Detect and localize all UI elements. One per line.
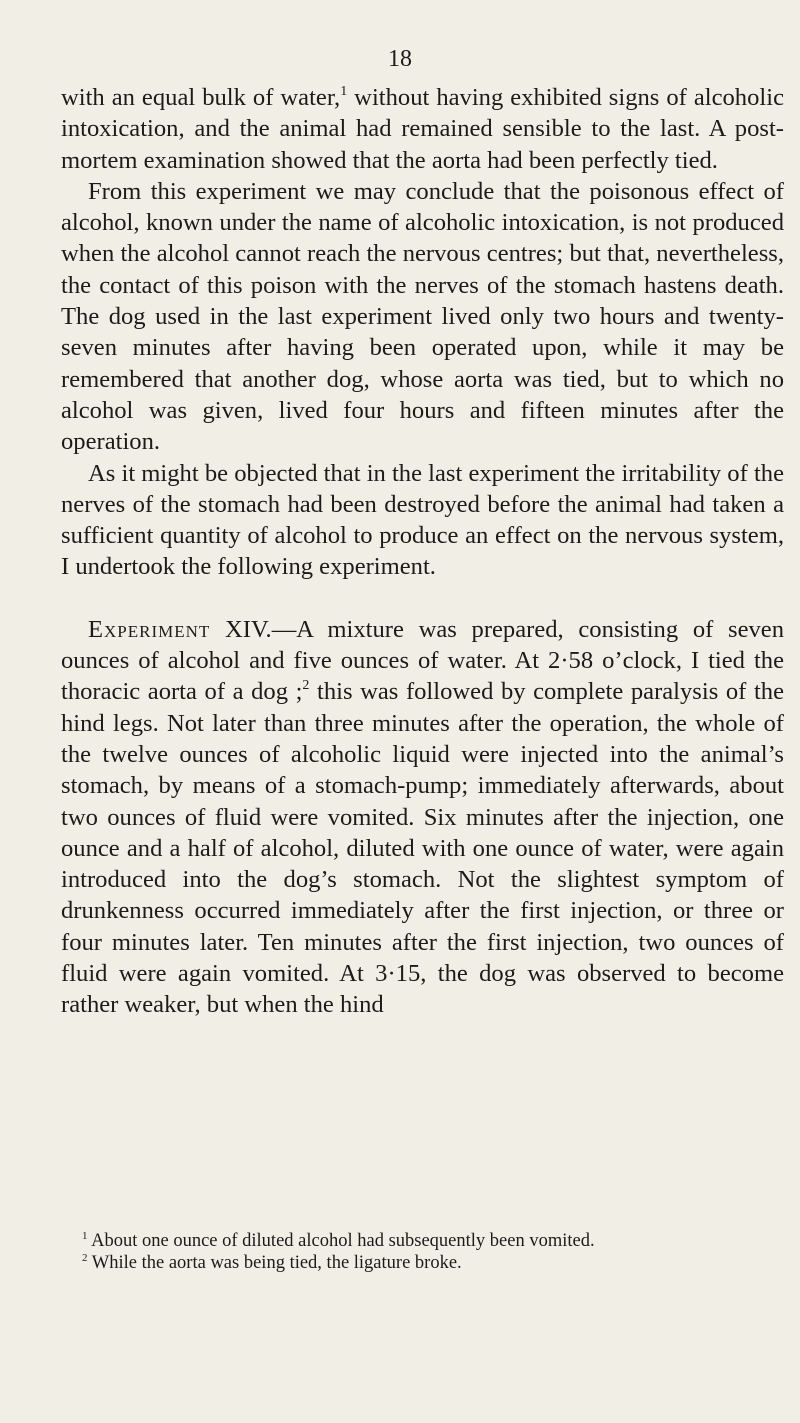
page-number: 18 xyxy=(388,46,412,72)
paragraph-experiment-xiv xyxy=(61,614,784,1021)
footnotes xyxy=(82,1230,782,1274)
footnote-marker-2: 2 xyxy=(82,1252,88,1264)
paragraph-4-text-a: —A mixture was prepared, consisting of seven ounces of alcohol and five ounces of water. At 2·58 o’clock, I tied the thoracic aorta of a dog ; xyxy=(61,615,784,706)
footnote-ref-1: 1 xyxy=(340,84,348,99)
paragraph-1-text-a: with an equal bulk of water, xyxy=(61,84,341,111)
body-text xyxy=(61,82,784,1021)
footnote-ref-2: 2 xyxy=(302,678,310,694)
experiment-numeral: XIV. xyxy=(210,615,272,643)
paragraph-1 xyxy=(61,82,784,176)
paragraph-2: From this experiment we may conclude that the poisonous effect of alcohol, known under the name of alcoholic intoxication, is not produced when the alcohol cannot reach the nervous centres; but that, nevertheless, the contact of this poison with the nerves of the stomach hastens death. The dog used in the last experiment lived only two hours and twenty-seven minutes after having been operated upon, while it may be remembered that another dog, whose aorta was tied, but to which no alcohol was given, lived four hours and fifteen minutes after the operation. xyxy=(61,177,784,456)
experiment-label: Experiment xyxy=(88,615,211,643)
paragraph-1-text-b: without having exhibited signs of alcoholic intoxication, and the animal had remained sensible to the last. A post-mortem examination showed that the aorta had been perfectly tied. xyxy=(61,84,784,174)
footnote-2 xyxy=(82,1252,782,1274)
paragraph-3: As it might be objected that in the last experiment the irritability of the nerves of the stomach had been destroyed before the animal had taken a sufficient quantity of alcohol to produce an effect on the nervous system, I undertook the following experiment. xyxy=(61,459,784,581)
paragraph-4-text-b: this was followed by complete paralysis of the hind legs. Not later than three minutes after the operation, the whole of the twelve ounces of alcoholic liquid were injected into the animal’s stomach, by means of a stomach-pump; immediately afterwards, about two ounces of fluid were vomited. Six minutes after the injection, one ounce and a half of alcohol, diluted with one ounce of water, were again introduced into the dog’s stomach. Not the slightest symptom of drunkenness occurred immediately after the first injection, or three or four minutes later. Ten minutes after the first injection, two ounces of fluid were again vomited. At 3·15, the dog was observed to become rather weaker, but when the hind xyxy=(61,678,784,1019)
footnote-text-1: About one ounce of diluted alcohol had subsequently been vomited. xyxy=(87,1231,595,1251)
footnote-marker-1: 1 xyxy=(82,1230,88,1242)
footnote-text-2: While the aorta was being tied, the ligature broke. xyxy=(87,1253,462,1273)
footnote-1 xyxy=(82,1230,782,1252)
